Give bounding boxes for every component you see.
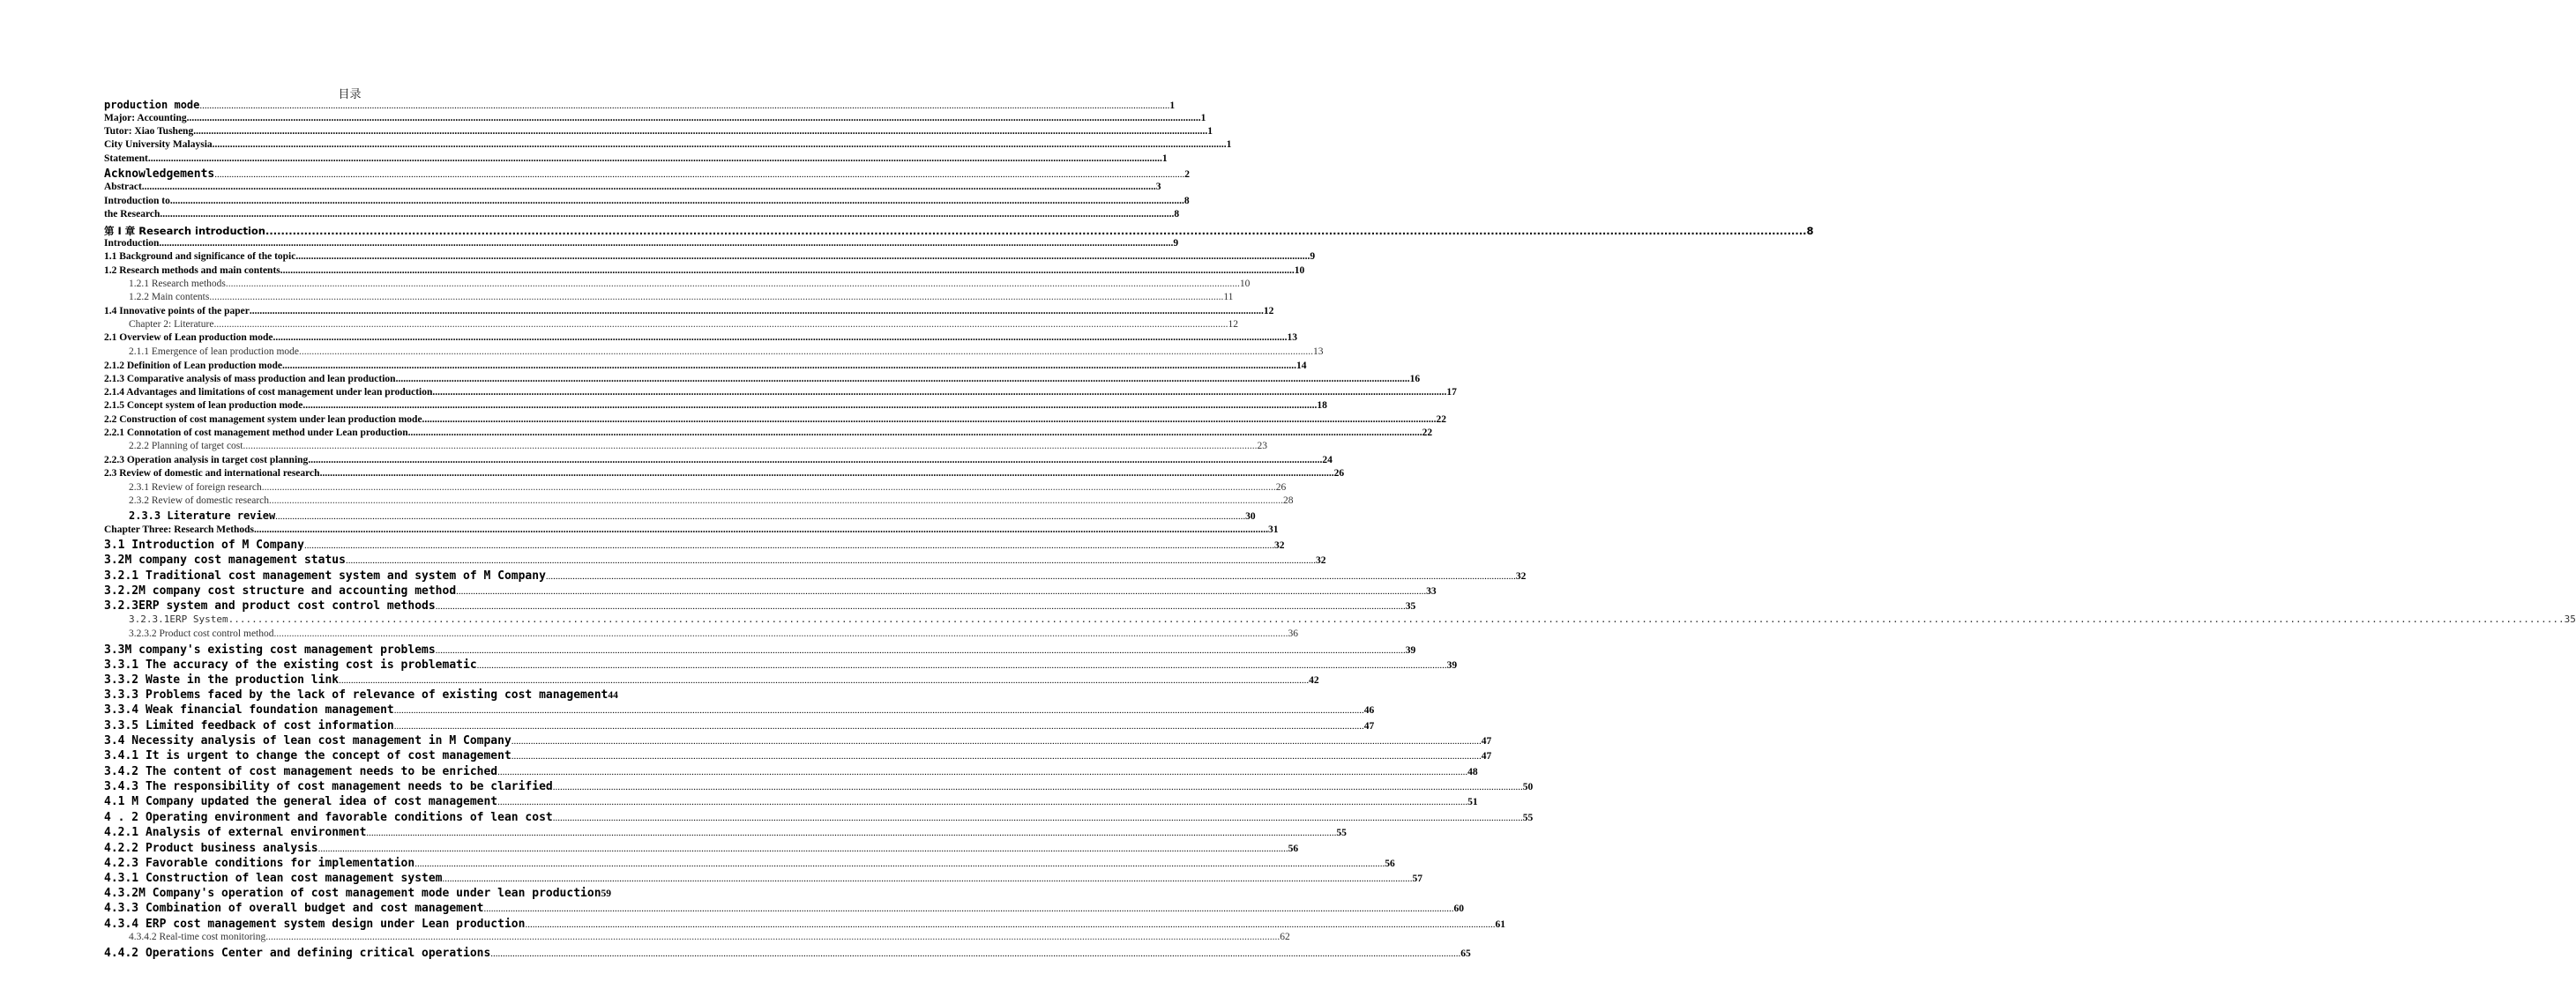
toc-leader-dots: ................................................................................................................................................................................................................................................................................................................................................................................................................: [303, 540, 1274, 551]
toc-entry[interactable]: [104, 643, 1416, 657]
toc-entry[interactable]: [104, 795, 1478, 808]
toc-leader-dots: ................................................................................................................................................................................................................................................................................................................................................................................................................: [269, 495, 1284, 506]
toc-entry-page: 59: [601, 889, 612, 899]
toc-leader-dots: ................................................................................................................................................................................................................................................................................................................................................................................................................: [193, 126, 1208, 137]
toc-entry[interactable]: [104, 826, 1347, 839]
toc-leader-dots: ................................................................................................................................................................................................................................................................................................................................................................................................................: [209, 292, 1224, 302]
toc-entry[interactable]: [104, 113, 1206, 123]
toc-entry-label: 4.2.2 Product business analysis: [104, 842, 318, 855]
toc-entry-page: 2: [1184, 169, 1190, 180]
toc-entry[interactable]: [104, 947, 1471, 960]
toc-entry-label: 4.4.2 Operations Center and defining critical operations: [104, 947, 491, 960]
toc-entry[interactable]: [104, 539, 1285, 552]
toc-entry-page: 10: [1294, 265, 1305, 276]
toc-entry-label: Major: Accounting: [104, 113, 187, 123]
toc-entry-label: Tutor: Xiao Tusheng: [104, 126, 194, 137]
toc-leader-dots: ................................................................................................................................................................................................................................................................................................................................................................................................................: [435, 645, 1406, 656]
toc-leader-dots: ................................................................................................................................................................................................................................................................................................................................................................................................................: [395, 374, 1410, 384]
toc-leader-dots: ................................................................................................................................................................................................................................................................................................................................................................................................................: [345, 555, 1316, 566]
toc-entry-label: 3.3.1 The accuracy of the existing cost is problematic: [104, 658, 477, 672]
toc-entry-label: 3.2.3.2 Product cost control method: [129, 628, 274, 639]
toc-leader-dots: ................................................................................................................................................................................................................................................................................................................................................................................................................: [141, 182, 1156, 192]
toc-entry-page: 57: [1412, 874, 1423, 884]
toc-entry[interactable]: [104, 599, 1416, 613]
toc-leader-dots: ................................................................................................................................................................................................................................................................................................................................................................................................................: [490, 948, 1461, 959]
toc-leader-dots: ................................................................................................................................................................................................................................................................................................................................................................................................................: [366, 828, 1337, 838]
page-title: 目录: [338, 88, 362, 101]
toc-entry-page: 17: [1446, 387, 1457, 398]
toc-entry[interactable]: [129, 482, 1287, 493]
toc-entry[interactable]: [104, 196, 1190, 206]
toc-entry-label: Chapter Three: Research Methods: [104, 524, 255, 535]
toc-entry-label: production mode: [104, 99, 200, 111]
toc-entry-page: 22: [1422, 428, 1433, 438]
toc-entry[interactable]: [104, 361, 1307, 371]
toc-entry-page: 30: [1245, 511, 1256, 522]
toc-entry[interactable]: [129, 495, 1294, 506]
toc-entry-page: 26: [1275, 482, 1287, 493]
toc-entry-page: 28: [1283, 495, 1294, 506]
toc-entry-label: 3.4.1 It is urgent to change the concept of cost management: [104, 749, 511, 762]
toc-entry-label: 2.3.3 Literature review: [129, 509, 276, 522]
toc-entry-page: 16: [1409, 374, 1421, 384]
toc-leader-dots: ................................................................................................................................................................................................................................................................................................................................................................................................................: [308, 455, 1323, 465]
toc-entry[interactable]: [104, 902, 1464, 915]
toc-entry-page: 12: [1228, 319, 1238, 330]
toc-entry[interactable]: [129, 319, 1238, 330]
toc-entry-page: 9: [1310, 251, 1316, 262]
toc-entry-page: 56: [1288, 844, 1299, 854]
toc-entry-label: 2.2.1 Connotation of cost management method under Lean production: [104, 428, 408, 438]
toc-entry[interactable]: [129, 346, 1324, 357]
toc-entry[interactable]: [104, 468, 1345, 479]
toc-entry-label: 3.3.4 Weak financial foundation management: [104, 703, 394, 717]
toc-entry[interactable]: [129, 441, 1267, 451]
toc-entry-label: City University Malaysia: [104, 139, 213, 150]
toc-entry[interactable]: [104, 306, 1274, 316]
toc-entry[interactable]: [104, 554, 1326, 567]
toc-entry[interactable]: [129, 292, 1234, 302]
toc-entry[interactable]: [104, 182, 1161, 192]
toc-leader-dots: ................................................................................................................................................................................................................................................................................................................................................................................................................: [393, 705, 1364, 716]
toc-entry-page: 61: [1495, 919, 1505, 930]
toc-leader-dots: ................................................................................................................................................................................................................................................................................................................................................................................................................: [160, 209, 1175, 219]
toc-entry-page: 62: [1280, 932, 1290, 942]
toc-leader-dots: ................................................................................................................................................................................................................................................................................................................................................................................................................: [273, 332, 1288, 343]
toc-leader-dots: ................................................................................................................................................................................................................................................................................................................................................................................................................: [407, 428, 1422, 438]
toc-leader-dots: ................................................................................................................................................................................................................................................................................................................................................................................................................: [147, 153, 1162, 164]
toc-entry-label: 4.2.3 Favorable conditions for implementation: [104, 857, 415, 870]
toc-entry[interactable]: [104, 224, 1814, 238]
toc-leader-dots: ................................................................................................................................................................................................................................................................................................................................................................................................................: [483, 903, 1454, 914]
toc-entry-label: 4.3.2M Company's operation of cost management mode under lean production: [104, 887, 601, 900]
toc-entry-page: 8: [1183, 196, 1190, 206]
toc-leader-dots: ................................................................................................................................................................................................................................................................................................................................................................................................................: [186, 113, 1201, 123]
toc-leader-dots: ................................................................................................................................................................................................................................................................................................................................................................................................................: [299, 346, 1313, 357]
toc-entry-label: 4.3.3 Combination of overall budget and cost management: [104, 902, 484, 915]
toc-entry-page: 35: [1405, 601, 1416, 612]
toc-leader-dots: ................................................................................................................................................................................................................................................................................................................................................................................................................: [280, 265, 1295, 276]
toc-entry-label: 2.3 Review of domestic and international research: [104, 468, 320, 479]
toc-leader-dots: ................................................................................................................................................................................................................................................................................................................................................................................................................: [422, 414, 1437, 425]
toc-entry-page: 47: [1363, 721, 1375, 732]
toc-entry-label: Introduction to: [104, 196, 170, 206]
toc-leader-dots: ................................................................................................................................................................................................................................................................................................................................................................................................................: [319, 468, 1334, 479]
toc-entry[interactable]: [104, 265, 1305, 276]
toc-leader-dots: ................................................................................................................................................................................................................................................................................................................................................................................................................: [214, 169, 1185, 180]
toc-entry-label: 3.2.3ERP system and product cost control methods: [104, 599, 436, 613]
toc-leader-dots: ................................................................................................................................................................................................................................................................................................................................................................................................................: [476, 660, 1447, 671]
toc-entry-label: 2.1.4 Advantages and limitations of cost management under lean production: [104, 387, 433, 398]
toc-leader-dots: ................................................................................................................................................................................................................................................................................................................................................................................................................: [511, 736, 1482, 747]
toc-entry[interactable]: [104, 167, 1190, 181]
toc-entry[interactable]: [104, 918, 1505, 931]
toc-entry-page: 42: [1309, 675, 1319, 686]
toc-leader-dots: ................................................................................................................................................................................................................................................................................................................................................................................................................: [339, 675, 1310, 686]
toc-entry[interactable]: [104, 153, 1168, 164]
toc-entry-page: 12: [1263, 306, 1274, 316]
toc-leader-dots: ................................................................................................................................................................................................................................................................................................................................................................................................................: [225, 279, 1240, 289]
toc-entry-page: 23: [1257, 441, 1267, 451]
toc-leader-dots: ................................................................................................................................................................................................................................................................................................................................................................................................................: [414, 859, 1385, 869]
toc-entry[interactable]: [104, 209, 1180, 219]
toc-entry-page: 55: [1522, 813, 1534, 823]
toc-entry-page: 46: [1363, 705, 1375, 716]
toc-entry-label: 4 . 2 Operating environment and favorable conditions of lean cost: [104, 811, 553, 824]
toc-entry[interactable]: [104, 842, 1299, 855]
toc-entry[interactable]: [104, 524, 1279, 535]
toc-entry[interactable]: [104, 414, 1447, 425]
toc-entry[interactable]: [104, 734, 1492, 747]
toc-leader-dots: ................................................................................................................................................................................................................................................................................................................................................................................................................: [511, 751, 1482, 762]
toc-entry-page: 26: [1333, 468, 1345, 479]
toc-entry[interactable]: [104, 251, 1316, 262]
toc-entry-page: 13: [1313, 346, 1324, 357]
toc-entry-label: 4.3.4.2 Real-time cost monitoring: [129, 932, 266, 942]
toc-entry-page: 47: [1481, 736, 1492, 747]
toc-entry-page: 47: [1481, 751, 1492, 762]
toc-entry[interactable]: [104, 719, 1375, 732]
toc-entry-page: 35: [2564, 613, 2576, 625]
toc-entry-page: 44: [608, 690, 618, 701]
toc-entry-page: 8: [1174, 209, 1180, 219]
toc-entry-label: 1.1 Background and significance of the topic: [104, 251, 296, 262]
toc-leader-dots: ................................................................................................................................................................................................................................................................................................................................................................................................................: [199, 100, 1170, 111]
toc-entry-page: 60: [1453, 903, 1464, 914]
toc-entry[interactable]: [104, 126, 1213, 137]
toc-entry[interactable]: [104, 238, 1179, 249]
toc-entry-label: 2.1 Overview of Lean production mode: [104, 332, 273, 343]
toc-entry-label: 4.2.1 Analysis of external environment: [104, 826, 367, 839]
toc-entry-label: Statement: [104, 153, 148, 164]
toc-entry[interactable]: [104, 703, 1375, 717]
toc-leader-dots: ................................................................................................................................................................................................................................................................................................................................................................................................................: [432, 387, 1447, 398]
toc-entry[interactable]: [104, 811, 1534, 824]
toc-entry-page: 1: [1161, 153, 1168, 164]
toc-entry-label: 4.1 M Company updated the general idea of cost management: [104, 795, 498, 808]
toc-entry[interactable]: [104, 400, 1327, 411]
toc-entry[interactable]: [104, 332, 1297, 343]
toc-entry[interactable]: [104, 99, 1176, 111]
toc-entry-page: 1: [1200, 113, 1206, 123]
toc-entry-label: 3.2.2M company cost structure and accounting method: [104, 584, 457, 598]
toc-entry-page: 51: [1467, 797, 1478, 807]
toc-entry-label: 2.1.2 Definition of Lean production mode: [104, 361, 283, 371]
toc-entry-label: 第 I 章 Research introduction: [104, 225, 265, 237]
toc-leader-dots: ................................................................................................................................................................................................................................................................................................................................................................................................................: [545, 571, 1516, 582]
toc-entry-label: 1.2.2 Main contents: [129, 292, 210, 302]
toc-entry-page: 1: [1169, 100, 1176, 111]
toc-entry-page: 36: [1288, 628, 1298, 639]
toc-leader-dots: ................................................................................................................................................................................................................................................................................................................................................................................................................: [228, 613, 2565, 625]
toc-entry-label: 3.1 Introduction of M Company: [104, 539, 304, 552]
toc-leader-dots: ................................................................................................................................................................................................................................................................................................................................................................................................................: [261, 482, 1276, 493]
toc-entry-label: 2.1.1 Emergence of lean production mode: [129, 346, 299, 357]
toc-entry-page: 39: [1405, 645, 1416, 656]
toc-entry[interactable]: [104, 658, 1458, 672]
toc-entry[interactable]: [129, 279, 1251, 289]
toc-entry-page: 33: [1426, 586, 1437, 597]
toc-leader-dots: ................................................................................................................................................................................................................................................................................................................................................................................................................: [213, 319, 1228, 330]
toc-entry-page: 8: [1806, 225, 1814, 237]
toc-entry-label: 3.3M company's existing cost management problems: [104, 643, 436, 657]
toc-entry-label: 3.2.3.1ERP System: [129, 613, 228, 625]
toc-leader-dots: ................................................................................................................................................................................................................................................................................................................................................................................................................: [212, 139, 1227, 150]
toc-entry-label: 3.3.5 Limited feedback of cost information: [104, 719, 394, 732]
toc-entry[interactable]: [104, 428, 1433, 438]
toc-entry[interactable]: [104, 857, 1395, 870]
toc-entry[interactable]: [129, 932, 1290, 942]
toc-leader-dots: ................................................................................................................................................................................................................................................................................................................................................................................................................: [317, 844, 1288, 854]
toc-entry-page: 13: [1287, 332, 1297, 343]
toc-entry-page: 9: [1173, 238, 1179, 249]
toc-leader-dots: ................................................................................................................................................................................................................................................................................................................................................................................................................: [273, 628, 1288, 639]
toc-entry-page: 24: [1322, 455, 1333, 465]
toc-leader-dots: ................................................................................................................................................................................................................................................................................................................................................................................................................: [497, 767, 1468, 777]
toc-entry-page: 56: [1385, 859, 1395, 869]
toc-entry[interactable]: [129, 628, 1298, 639]
toc-entry[interactable]: [104, 765, 1478, 778]
toc-entry-page: 50: [1522, 782, 1534, 792]
toc-entry-label: 1.2 Research methods and main contents: [104, 265, 280, 276]
toc-entry-label: 3.3.3 Problems faced by the lack of relevance of existing cost management: [104, 688, 609, 702]
toc-leader-dots: ................................................................................................................................................................................................................................................................................................................................................................................................................: [265, 932, 1281, 942]
toc-entry-page: 1: [1207, 126, 1213, 137]
toc-entry-label: Introduction: [104, 238, 160, 249]
toc-entry-label: 1.4 Innovative points of the paper: [104, 306, 250, 316]
toc-entry-label: 4.3.1 Construction of lean cost management system: [104, 872, 443, 885]
toc-entry[interactable]: [104, 569, 1527, 583]
toc-entry-page: 32: [1273, 540, 1285, 551]
toc-entry[interactable]: [104, 455, 1333, 465]
toc-leader-dots: ................................................................................................................................................................................................................................................................................................................................................................................................................: [435, 601, 1406, 612]
toc-entry[interactable]: [129, 613, 2576, 625]
toc-leader-dots: ................................................................................................................................................................................................................................................................................................................................................................................................................: [249, 306, 1264, 316]
toc-entry[interactable]: [104, 584, 1437, 598]
toc-entry-label: 4.3.4 ERP cost management system design under Lean production: [104, 918, 526, 931]
toc-leader-dots: ................................................................................................................................................................................................................................................................................................................................................................................................................: [442, 874, 1413, 884]
toc-leader-dots: ................................................................................................................................................................................................................................................................................................................................................................................................................: [393, 721, 1364, 732]
toc-leader-dots: ................................................................................................................................................................................................................................................................................................................................................................................................................: [525, 919, 1496, 930]
toc-entry-page: 1: [1226, 139, 1232, 150]
toc-entry-label: 3.3.2 Waste in the production link: [104, 673, 340, 687]
toc-entry-label: 2.2.2 Planning of target cost: [129, 441, 243, 451]
toc-entry[interactable]: [104, 673, 1319, 687]
toc-leader-dots: ................................................................................................................................................................................................................................................................................................................................................................................................................: [265, 225, 1807, 237]
toc-entry-page: 48: [1467, 767, 1478, 777]
toc-entry-page: 14: [1296, 361, 1307, 371]
toc-leader-dots: ................................................................................................................................................................................................................................................................................................................................................................................................................: [275, 511, 1246, 522]
toc-leader-dots: ................................................................................................................................................................................................................................................................................................................................................................................................................: [497, 797, 1468, 807]
toc-entry-label: 2.2 Construction of cost management system under lean production mode: [104, 414, 422, 425]
toc-leader-dots: ................................................................................................................................................................................................................................................................................................................................................................................................................: [295, 251, 1310, 262]
toc-entry[interactable]: [104, 374, 1421, 384]
toc-entry[interactable]: [104, 887, 612, 900]
toc-entry-label: 3.4.2 The content of cost management needs to be enriched: [104, 765, 498, 778]
toc-entry-page: 32: [1315, 555, 1326, 566]
toc-entry[interactable]: [104, 387, 1457, 398]
toc-leader-dots: ................................................................................................................................................................................................................................................................................................................................................................................................................: [302, 400, 1318, 411]
toc-leader-dots: ................................................................................................................................................................................................................................................................................................................................................................................................................: [552, 782, 1523, 792]
toc-entry-label: Acknowledgements: [104, 167, 215, 181]
toc-leader-dots: ................................................................................................................................................................................................................................................................................................................................................................................................................: [552, 813, 1523, 823]
toc-entry[interactable]: [104, 139, 1232, 150]
toc-entry[interactable]: [104, 780, 1534, 793]
toc-entry-label: 2.3.1 Review of foreign research: [129, 482, 262, 493]
toc-entry-page: 65: [1460, 948, 1471, 959]
toc-entry[interactable]: [104, 749, 1492, 762]
toc-entry-label: 2.1.3 Comparative analysis of mass production and lean production: [104, 374, 396, 384]
toc-entry-label: 2.1.5 Concept system of lean production mode: [104, 400, 303, 411]
toc-leader-dots: ................................................................................................................................................................................................................................................................................................................................................................................................................: [159, 238, 1174, 249]
toc-entry-label: 3.4 Necessity analysis of lean cost management in M Company: [104, 734, 511, 747]
toc-entry-label: the Research: [104, 209, 161, 219]
toc-entry[interactable]: [104, 688, 618, 702]
toc-entry-label: 1.2.1 Research methods: [129, 279, 226, 289]
toc-entry-page: 10: [1239, 279, 1251, 289]
toc-entry-page: 18: [1317, 400, 1327, 411]
toc-leader-dots: ................................................................................................................................................................................................................................................................................................................................................................................................................: [456, 586, 1427, 597]
toc-entry-page: 22: [1436, 414, 1447, 425]
toc-entry-page: 11: [1223, 292, 1234, 302]
toc-entry-label: Chapter 2: Literature: [129, 319, 214, 330]
toc-entry-page: 3: [1155, 182, 1161, 192]
toc-entry-page: 55: [1336, 828, 1347, 838]
toc-entry-page: 32: [1515, 571, 1527, 582]
toc-leader-dots: ................................................................................................................................................................................................................................................................................................................................................................................................................: [243, 441, 1258, 451]
toc-entry-label: 2.2.3 Operation analysis in target cost planning: [104, 455, 309, 465]
toc-entry-label: 3.2M company cost management status: [104, 554, 346, 567]
toc-entry[interactable]: [104, 872, 1423, 885]
toc-leader-dots: ................................................................................................................................................................................................................................................................................................................................................................................................................: [254, 524, 1269, 535]
toc-entry-page: 39: [1446, 660, 1458, 671]
toc-entry-label: Abstract: [104, 182, 142, 192]
toc-entry-label: 2.3.2 Review of domestic research: [129, 495, 270, 506]
toc-entry-label: 3.2.1 Traditional cost management system and system of M Company: [104, 569, 546, 583]
toc-leader-dots: ................................................................................................................................................................................................................................................................................................................................................................................................................: [169, 196, 1184, 206]
toc-leader-dots: ................................................................................................................................................................................................................................................................................................................................................................................................................: [282, 361, 1297, 371]
toc-entry-page: 31: [1268, 524, 1279, 535]
toc-entry-label: 3.4.3 The responsibility of cost management needs to be clarified: [104, 780, 553, 793]
toc-entry[interactable]: [129, 509, 1256, 522]
